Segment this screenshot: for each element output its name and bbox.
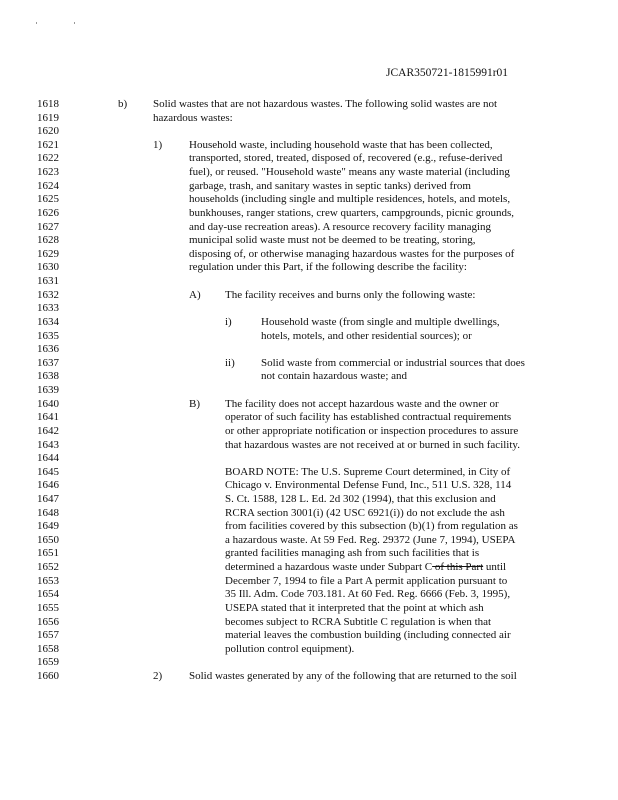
line-text [189,151,502,165]
line-number: 1650 [37,533,59,546]
text-segment: USEPA stated that it interpreted that the point at which ash [225,601,484,614]
text-segment: material leaves the combustion building (including connected air [225,629,511,642]
line-number: 1635 [37,329,59,342]
text-segment: Solid wastes generated by any of the following that are returned to the soil [189,670,517,683]
list-marker: A) [189,288,201,301]
line-number: 1622 [37,152,59,165]
text-segment: Household waste (from single and multiple dwellings, [261,315,500,328]
line-text [189,206,514,220]
line-text [225,587,510,601]
line-number: 1623 [37,166,59,179]
line-number: 1651 [37,547,59,560]
line-number: 1641 [37,411,59,424]
line-number: 1636 [37,343,59,356]
line-number: 1644 [37,452,59,465]
line-text [189,260,467,274]
line-number: 1646 [37,479,59,492]
line-text [189,138,493,152]
line-number: 1660 [37,670,59,683]
line-number: 1634 [37,315,59,328]
line-number: 1638 [37,370,59,383]
line-text [153,97,497,111]
line-number: 1619 [37,111,59,124]
text-segment: until [483,561,507,574]
line-number: 1627 [37,220,59,233]
line-text [261,329,472,343]
line-number: 1618 [37,98,59,110]
line-text [225,478,511,492]
text-segment: that hazardous wastes are not received at or burned in such facility. [225,438,520,451]
line-text [225,601,484,615]
text-segment: determined a hazardous waste under Subpart C [225,561,433,574]
text-segment: transported, stored, treated, disposed of, recovered (e.g., refuse-derived [189,152,503,165]
line-text [225,397,499,411]
line-number: 1625 [37,193,59,206]
line-number: 1631 [37,275,59,288]
text-segment: not contain hazardous waste; and [261,370,408,383]
scan-specks [36,22,76,26]
list-marker: i) [225,315,232,328]
list-marker: 2) [153,670,163,683]
line-number: 1657 [37,629,59,642]
line-number: 1649 [37,520,59,533]
line-text [189,247,514,261]
line-number: 1620 [37,125,59,138]
line-number: 1643 [37,438,59,451]
list-marker: ii) [225,356,235,369]
text-segment: bunkhouses, ranger stations, crew quarters, campgrounds, picnic grounds, [189,206,515,219]
line-number: 1637 [37,356,59,369]
line-text [225,288,475,302]
line-text [225,533,515,547]
text-segment: operator of such facility has established contractual requirements [225,411,512,424]
list-marker: b) [118,98,128,110]
text-segment: from facilities covered by this subsection (b)(1) from regulation as [225,520,518,533]
text-segment: Solid waste from commercial or industrial sources that does [261,356,525,369]
list-marker: B) [189,397,200,410]
line-text [261,315,500,329]
line-number: 1621 [37,138,59,151]
text-segment: Chicago v. Environmental Defense Fund, Inc., 511 U.S. 328, 114 [225,479,512,492]
line-text [189,669,517,683]
line-number: 1629 [37,247,59,260]
line-number: 1653 [37,574,59,587]
text-segment: granted facilities managing ash from such facilities that is [225,547,480,560]
document-id: JCAR350721-1815991r01 [386,67,509,79]
line-text [225,574,507,588]
line-number: 1628 [37,234,59,247]
line-text [225,560,506,574]
text-segment: becomes subject to RCRA Subtitle C regulation is when that [225,615,492,628]
line-number: 1648 [37,506,59,519]
list-marker: 1) [153,138,163,151]
line-number: 1633 [37,302,59,315]
text-segment: households (including single and multiple residences, hotels, and motels, [189,193,511,206]
line-text [153,111,233,125]
line-number: 1656 [37,615,59,628]
line-text [225,465,510,479]
text-segment: fuel), or reused. "Household waste" means any waste material (including [189,166,510,179]
line-text [189,165,510,179]
text-segment: Solid wastes that are not hazardous wastes. The following solid wastes are not [153,98,498,110]
line-number: 1624 [37,179,59,192]
line-number: 1642 [37,424,59,437]
line-number: 1655 [37,601,59,614]
line-number: 1639 [37,384,59,397]
line-text [225,519,518,533]
text-segment: S. Ct. 1588, 128 L. Ed. 2d 302 (1994), that this exclusion and [225,492,496,505]
line-text [225,410,511,424]
text-segment: hotels, motels, and other residential sources); or [261,329,472,342]
line-text [189,192,510,206]
text-segment: The facility receives and burns only the following waste: [225,288,476,301]
line-number: 1654 [37,588,59,601]
line-text [225,424,518,438]
line-text [225,492,496,506]
line-number: 1647 [37,492,59,505]
line-text [225,615,491,629]
line-text [261,356,525,370]
struck-text: of this Part [432,561,484,574]
text-segment: The facility does not accept hazardous waste and the owner or [225,397,499,410]
line-text [225,546,479,560]
line-number: 1630 [37,261,59,274]
text-segment: garbage, trash, and sanitary wastes in septic tanks) derived from [189,179,471,192]
line-text [189,220,491,234]
text-segment: or other appropriate notification or inspection procedures to assure [225,424,519,437]
text-segment: Household waste, including household waste that has been collected, [189,138,493,151]
line-number: 1626 [37,206,59,219]
line-text [261,369,407,383]
text-segment: a hazardous waste. At 59 Fed. Reg. 29372 (June 7, 1994), USEPA [225,533,516,546]
line-number: 1640 [37,397,59,410]
text-segment: and day-use recreation areas). A resource recovery facility managing [189,220,492,233]
text-segment: hazardous wastes: [153,111,233,124]
line-text [189,179,471,193]
line-number: 1652 [37,561,59,574]
text-segment: 35 Ill. Adm. Code 703.181. At 60 Fed. Reg. 6666 (Feb. 3, 1995), [225,588,511,601]
line-number: 1632 [37,288,59,301]
line-text [225,506,505,520]
line-number: 1659 [37,656,59,669]
text-segment: disposing of, or otherwise managing hazardous wastes for the purposes of [189,247,515,260]
text-segment: RCRA section 3001(i) (42 USC 6921(i)) do not exclude the ash [225,506,505,519]
text-segment: municipal solid waste must not be deemed to be treating, storing, [189,234,476,247]
text-segment: BOARD NOTE: The U.S. Supreme Court determined, in City of [225,465,511,478]
line-text [225,438,520,452]
line-text [225,628,511,642]
line-text [225,642,354,656]
line-number: 1645 [37,465,59,478]
line-text [189,233,476,247]
line-number: 1658 [37,642,59,655]
text-segment: pollution control equipment). [225,642,355,655]
text-segment: December 7, 1994 to file a Part A permit application pursuant to [225,574,508,587]
text-segment: regulation under this Part, if the following describe the facility: [189,261,467,274]
